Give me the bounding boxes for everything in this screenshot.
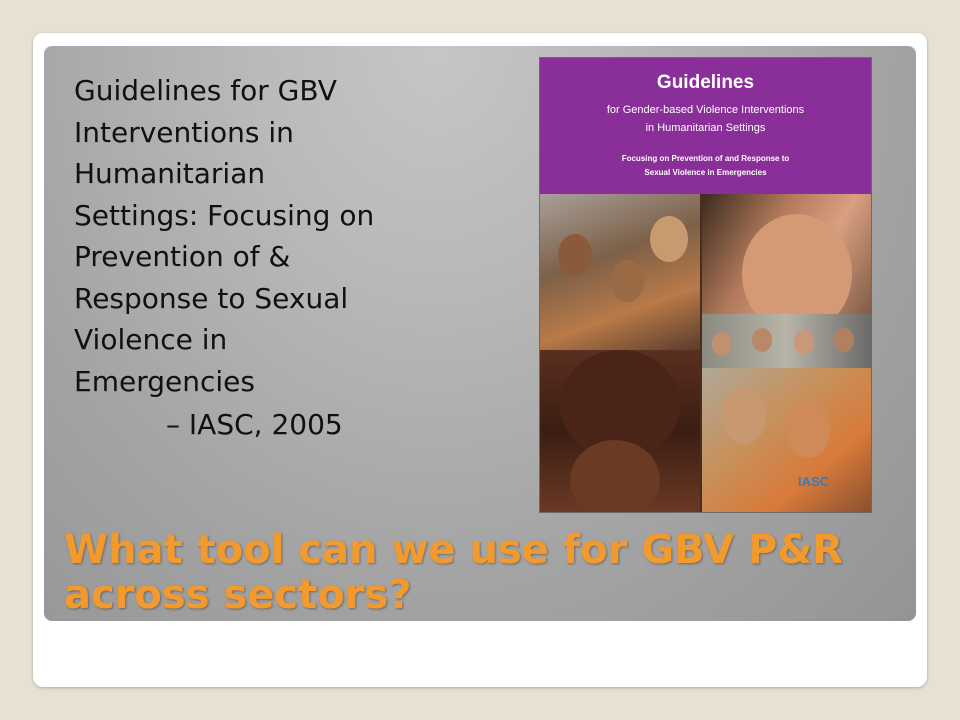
body-line: Guidelines for GBV [74,74,337,107]
body-line: Violence in [74,323,228,356]
body-line: Settings: Focusing on [74,198,375,232]
cover-photo-men [702,314,871,368]
title-line: across sectors? [64,572,412,618]
cover-photo-children [540,194,700,350]
slide-body-text [74,70,514,446]
title-line: What tool can we use for GBV P&R [64,527,843,573]
body-line: Response to Sexual [74,281,349,315]
body-line: Prevention of & [74,240,291,273]
body-line: Humanitarian [74,157,266,190]
attribution-text: – IASC, 2005 [166,408,343,441]
body-line: Interventions in [74,115,294,149]
cover-header [540,58,871,194]
cover-subtitle: for Gender-based Violence Interventions [606,104,805,116]
cover-focus-text: Focusing on Prevention of and Response to [621,154,790,163]
book-cover-image [540,58,871,512]
cover-focus-text: Sexual Violence in Emergencies [644,168,767,177]
cover-title: Guidelines [656,72,755,93]
cover-subtitle: in Humanitarian Settings [645,122,766,134]
slide-title [64,528,904,618]
iasc-logo: IASC [798,474,830,489]
body-line: Emergencies [74,364,255,398]
cover-photo-mother-child [540,350,700,512]
